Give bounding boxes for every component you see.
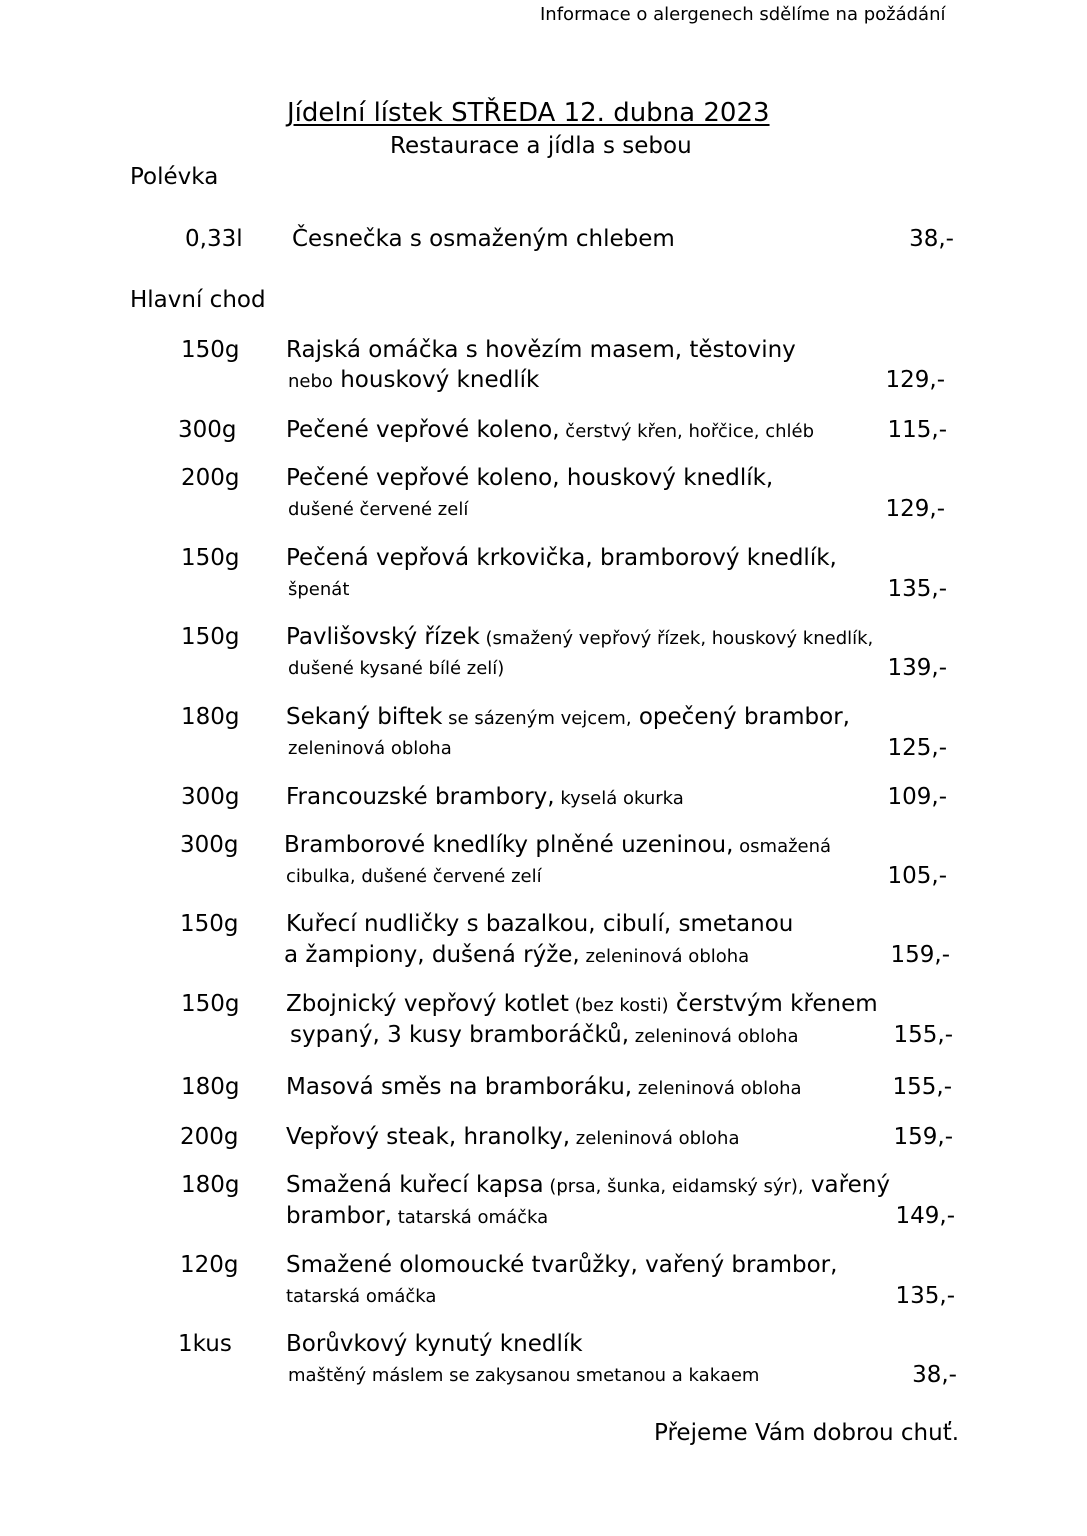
item-weight: 180g [181, 704, 240, 730]
item-weight: 300g [181, 784, 240, 810]
item-line2: maštěný máslem se zakysanou smetanou a kakaem [288, 1365, 760, 1386]
item-side: sypaný, 3 kusy bramboráčků, [290, 1022, 630, 1048]
item-dish: Bramborové knedlíky plněné uzeninou, [284, 832, 734, 858]
item-line1 [286, 624, 873, 650]
item-price: 139,- [887, 655, 947, 681]
item-line1: Pečená vepřová krkovička, bramborový knedlík, [286, 545, 837, 571]
item-line1 [286, 417, 814, 443]
item-line2: dušené kysané bílé zelí) [288, 658, 505, 679]
item-price: 115,- [887, 417, 947, 443]
item-note: (prsa, šunka, eidamský sýr), [543, 1176, 804, 1197]
item-price: 38,- [912, 1362, 957, 1388]
item-price: 109,- [887, 784, 947, 810]
item-note: nebo [288, 371, 333, 392]
item-weight: 200g [180, 1124, 239, 1150]
item-dish: Zbojnický vepřový kotlet [286, 991, 569, 1017]
soup-weight: 0,33l [185, 226, 243, 252]
item-line1 [286, 1124, 739, 1150]
item-weight: 150g [181, 991, 240, 1017]
item-line1: Borůvkový kynutý knedlík [286, 1331, 583, 1357]
item-side: vařený [803, 1172, 890, 1198]
item-price: 105,- [887, 863, 947, 889]
main-section-heading: Hlavní chod [130, 287, 266, 313]
item-line1 [286, 1074, 802, 1100]
item-line1: Kuřecí nudličky s bazalkou, cibulí, smetanou [286, 911, 794, 937]
item-weight: 120g [180, 1252, 239, 1278]
item-line2: dušené červené zelí [288, 499, 469, 520]
item-line2: špenát [288, 579, 350, 600]
item-line2 [284, 942, 749, 968]
item-side: houskový knedlík [332, 367, 540, 393]
item-price: 135,- [887, 576, 947, 602]
item-note: zeleninová obloha [570, 1128, 740, 1149]
item-note: tatarská omáčka [392, 1207, 549, 1228]
item-line1 [286, 991, 878, 1017]
item-price: 155,- [892, 1074, 952, 1100]
item-dish: Vepřový steak, hranolky, [286, 1124, 571, 1150]
item-note: čerstvý křen, hořčice, chléb [559, 421, 815, 442]
item-price: 129,- [885, 367, 945, 393]
item-note: (smažený vepřový řízek, houskový knedlík, [479, 628, 874, 649]
item-weight: 1kus [178, 1331, 232, 1357]
item-line2: zeleninová obloha [288, 738, 452, 759]
item-weight: 150g [181, 545, 240, 571]
soup-section-heading: Polévka [130, 164, 219, 190]
item-price: 155,- [893, 1022, 953, 1048]
item-weight: 150g [181, 624, 240, 650]
soup-name: Česnečka s osmaženým chlebem [292, 226, 675, 252]
menu-title: Jídelní lístek STŘEDA 12. dubna 2023 [287, 98, 770, 128]
item-line1: Smažené olomoucké tvarůžky, vařený brambor, [286, 1252, 838, 1278]
item-note: osmažená [733, 836, 832, 857]
item-price: 159,- [890, 942, 950, 968]
item-weight: 180g [181, 1074, 240, 1100]
menu-subtitle: Restaurace a jídla s sebou [390, 133, 692, 159]
item-price: 149,- [895, 1203, 955, 1229]
item-weight: 300g [178, 417, 237, 443]
item-weight: 300g [180, 832, 239, 858]
item-price: 125,- [887, 735, 947, 761]
item-side: brambor, [286, 1203, 392, 1229]
item-note: (bez kosti) [568, 995, 669, 1016]
item-line1 [286, 337, 796, 363]
item-side: čerstvým křenem [668, 991, 878, 1017]
allergen-notice: Informace o alergenech sdělíme na požádání [540, 4, 946, 25]
soup-price: 38,- [909, 226, 954, 252]
item-price: 135,- [895, 1283, 955, 1309]
item-note: kyselá okurka [554, 788, 684, 809]
item-note: zeleninová obloha [579, 946, 750, 967]
item-line1 [286, 1172, 890, 1198]
item-weight: 150g [181, 337, 240, 363]
item-weight: 180g [181, 1172, 240, 1198]
closing-wish: Přejeme Vám dobrou chuť. [654, 1420, 960, 1446]
item-side: a žampiony, dušená rýže, [284, 942, 580, 968]
item-dish: Masová směs na bramboráku, [286, 1074, 633, 1100]
item-note: se sázeným vejcem, [442, 708, 632, 729]
item-line2: tatarská omáčka [286, 1286, 437, 1307]
item-dish: Sekaný biftek [286, 704, 443, 730]
item-price: 129,- [885, 496, 945, 522]
item-dish: Smažená kuřecí kapsa [286, 1172, 544, 1198]
item-side: opečený brambor, [631, 704, 850, 730]
item-dish: Francouzské brambory, [286, 784, 555, 810]
item-note: zeleninová obloha [629, 1026, 799, 1047]
item-weight: 200g [181, 465, 240, 491]
item-line1 [284, 832, 831, 858]
item-line1: Pečené vepřové koleno, houskový knedlík, [286, 465, 774, 491]
item-line1 [286, 704, 850, 730]
item-line2 [290, 1022, 799, 1048]
item-dish: Pavlišovský řízek [286, 624, 480, 650]
item-line2 [288, 367, 539, 393]
item-weight: 150g [180, 911, 239, 937]
item-price: 159,- [893, 1124, 953, 1150]
item-line1 [286, 784, 684, 810]
item-dish: Pečené vepřové koleno, [286, 417, 560, 443]
item-line2 [286, 1203, 548, 1229]
item-note: zeleninová obloha [632, 1078, 802, 1099]
item-dish: Rajská omáčka s hovězím masem, těstoviny [286, 337, 796, 363]
item-line2: cibulka, dušené červené zelí [286, 866, 542, 887]
